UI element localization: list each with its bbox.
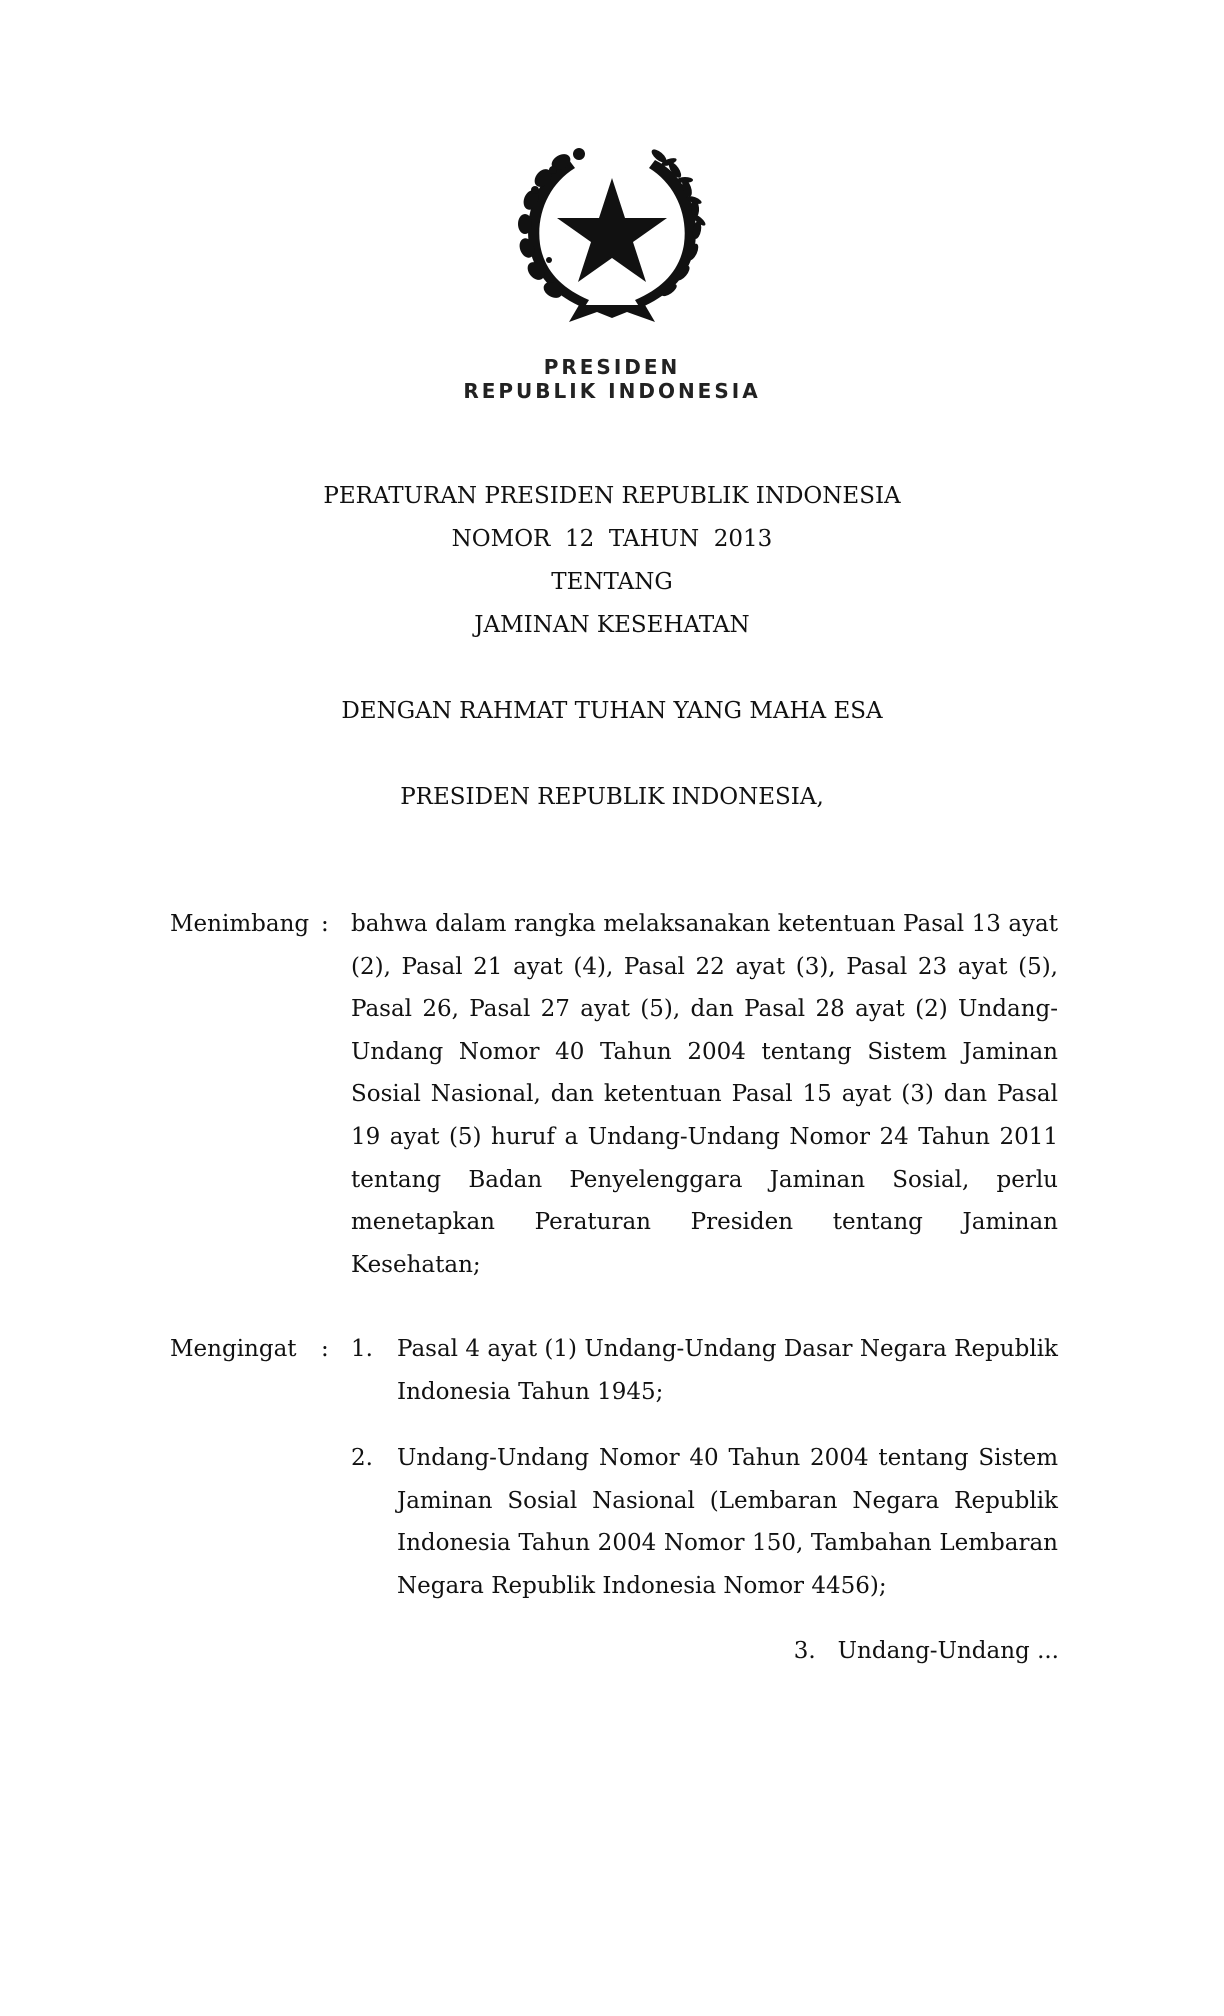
page-continuation: 3. Undang-Undang ...	[793, 1638, 1059, 1664]
invocation: DENGAN RAHMAT TUHAN YANG MAHA ESA	[341, 698, 883, 724]
menimbang-colon: :	[321, 911, 329, 937]
issuer: PRESIDEN REPUBLIK INDONESIA,	[400, 784, 824, 810]
menimbang-label: Menimbang	[170, 911, 310, 937]
regulation-number: NOMOR 12 TAHUN 2013	[451, 526, 773, 552]
menimbang-text: bahwa dalam rangka melaksanakan ketentuan Pasal 13 ayat (2), Pasal 21 ayat (4), Pasal 22 ayat (3), Pasal 23 ayat (5), Pasal 26, Pasal 27 ayat (5), dan Pasal 28 ayat (2) Undang-Undang Nomor 40 Tahun 2004 tentang Sistem Jaminan Sosial Nasional, dan ketentuan Pasal 15 ayat (3) dan Pasal 19 ayat (5) huruf a Undang-Undang Nomor 24 Tahun 2011 tentang Badan Penyelenggara Jaminan Sosial, perlu menetapkan Peraturan Presiden tentang Jaminan Kesehatan;	[351, 911, 1058, 1278]
garuda-emblem-icon	[509, 140, 715, 325]
regulation-about: TENTANG	[551, 569, 673, 595]
mengingat-item-number: 2.	[351, 1445, 373, 1471]
regulation-subject: JAMINAN KESEHATAN	[474, 612, 750, 638]
mengingat-colon: :	[321, 1336, 329, 1362]
emblem-label-president: PRESIDEN	[543, 355, 681, 379]
mengingat-item-text: Undang-Undang Nomor 40 Tahun 2004 tentang Sistem Jaminan Sosial Nasional (Lembaran Negara Republik Indonesia Tahun 2004 Nomor 150, Tambahan Lembaran Negara Republik Indonesia Nomor 4456);	[397, 1445, 1058, 1599]
mengingat-label: Mengingat	[170, 1336, 297, 1362]
mengingat-item-text: Pasal 4 ayat (1) Undang-Undang Dasar Negara Republik Indonesia Tahun 1945;	[397, 1336, 1058, 1405]
emblem-label-republic: REPUBLIK INDONESIA	[463, 379, 761, 403]
regulation-title: PERATURAN PRESIDEN REPUBLIK INDONESIA	[323, 483, 901, 509]
mengingat-item-number: 1.	[351, 1336, 373, 1362]
